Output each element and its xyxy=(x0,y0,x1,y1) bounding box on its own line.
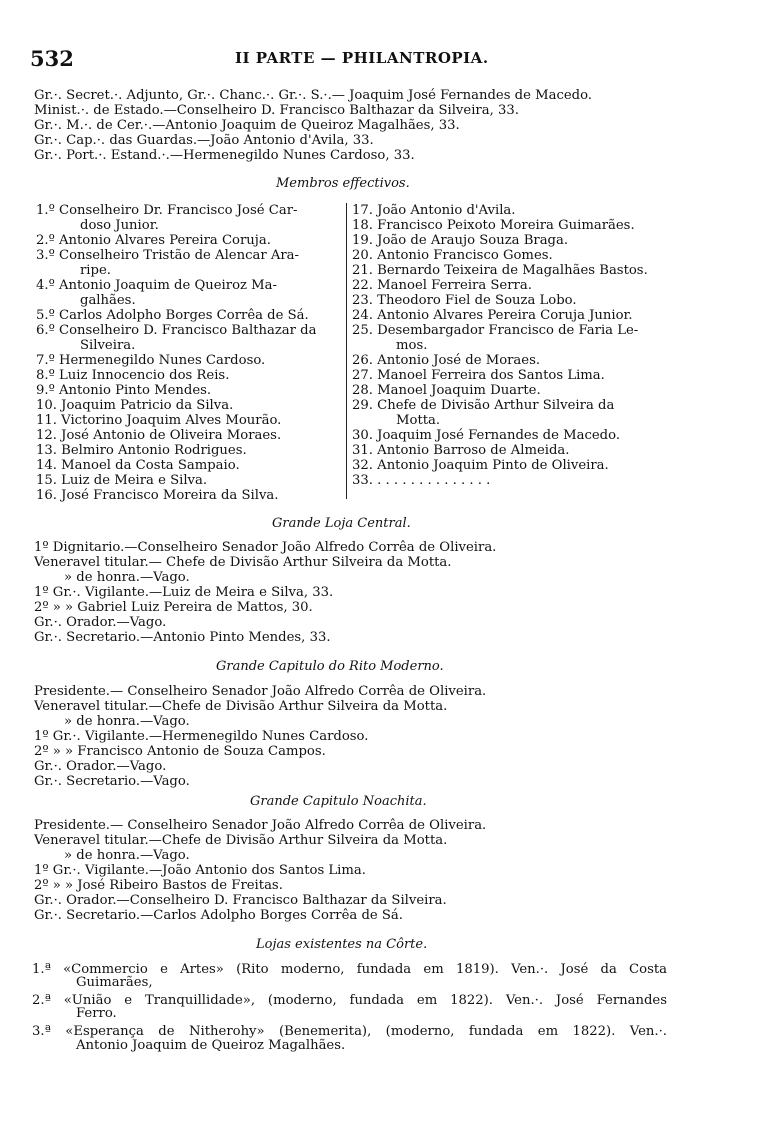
member-line: 1.º Conselheiro Dr. Francisco José Car- xyxy=(36,203,298,218)
member-line: 8.º Luiz Innocencio dos Reis. xyxy=(36,368,230,383)
member-line: 6.º Conselheiro D. Francisco Balthazar da xyxy=(36,323,317,338)
member-line: 26. Antonio José de Moraes. xyxy=(352,353,541,368)
noachita-line: 2º » » José Ribeiro Bastos de Freitas. xyxy=(34,878,283,893)
member-line: 5.º Carlos Adolpho Borges Corrêa de Sá. xyxy=(36,308,309,323)
page-number: 532 xyxy=(30,46,74,71)
member-line: 29. Chefe de Divisão Arthur Silveira da xyxy=(352,398,615,413)
member-line: 12. José Antonio de Oliveira Moraes. xyxy=(36,428,282,443)
loja-line: 1º Dignitario.—Conselheiro Senador João Alfredo Corrêa de Oliveira. xyxy=(34,540,497,555)
member-line: mos. xyxy=(396,338,428,353)
officer-line: Minist.·. de Estado.—Conselheiro D. Francisco Balthazar da Silveira, 33. xyxy=(34,103,519,118)
member-line: 13. Belmiro Antonio Rodrigues. xyxy=(36,443,247,458)
member-line: 22. Manoel Ferreira Serra. xyxy=(352,278,532,293)
capitulo-line: 1º Gr.·. Vigilante.—Hermenegildo Nunes Cardoso. xyxy=(34,729,369,744)
capitulo-line: » de honra.—Vago. xyxy=(64,714,190,729)
column-divider xyxy=(346,203,347,499)
member-line: 18. Francisco Peixoto Moreira Guimarães. xyxy=(352,218,635,233)
loja-entry-line: 3.ª «Esperança de Nitherohy» (Benemerita), (moderno, fundada em 1822). Ven.·. xyxy=(32,1024,667,1039)
section-heading-capitulo-moderno: Grande Capitulo do Rito Moderno. xyxy=(216,659,444,674)
member-line: 17. João Antonio d'Avila. xyxy=(352,203,516,218)
member-line: 9.º Antonio Pinto Mendes. xyxy=(36,383,212,398)
loja-line: Gr.·. Orador.—Vago. xyxy=(34,615,167,630)
member-line: 11. Victorino Joaquim Alves Mourão. xyxy=(36,413,282,428)
capitulo-line: 2º » » Francisco Antonio de Souza Campos. xyxy=(34,744,326,759)
member-line: 31. Antonio Barroso de Almeida. xyxy=(352,443,570,458)
member-line: 7.º Hermenegildo Nunes Cardoso. xyxy=(36,353,266,368)
officer-line: Gr.·. Port.·. Estand.·.—Hermenegildo Nunes Cardoso, 33. xyxy=(34,148,415,163)
noachita-line: Veneravel titular.—Chefe de Divisão Arthur Silveira da Motta. xyxy=(34,833,448,848)
member-line: Motta. xyxy=(396,413,441,428)
loja-line: 1º Gr.·. Vigilante.—Luiz de Meira e Silva, 33. xyxy=(34,585,334,600)
member-line: 24. Antonio Alvares Pereira Coruja Junior. xyxy=(352,308,633,323)
noachita-line: Gr.·. Orador.—Conselheiro D. Francisco Balthazar da Silveira. xyxy=(34,893,447,908)
member-line: doso Junior. xyxy=(80,218,159,233)
member-line: 32. Antonio Joaquim Pinto de Oliveira. xyxy=(352,458,609,473)
capitulo-line: Presidente.— Conselheiro Senador João Alfredo Corrêa de Oliveira. xyxy=(34,684,487,699)
member-line: 2.º Antonio Alvares Pereira Coruja. xyxy=(36,233,271,248)
section-heading-grande-loja: Grande Loja Central. xyxy=(272,516,411,531)
loja-entry-line: Ferro. xyxy=(76,1006,117,1021)
loja-entry-line: 2.ª «União e Tranquillidade», (moderno, fundada em 1822). Ven.·. José Fernandes xyxy=(32,993,667,1008)
capitulo-line: Veneravel titular.—Chefe de Divisão Arthur Silveira da Motta. xyxy=(34,699,448,714)
loja-entry-line: Guimarães, xyxy=(76,975,153,990)
member-line: ripe. xyxy=(80,263,111,278)
loja-line: Gr.·. Secretario.—Antonio Pinto Mendes, 33. xyxy=(34,630,331,645)
member-line: 4.º Antonio Joaquim de Queiroz Ma- xyxy=(36,278,277,293)
member-line: 21. Bernardo Teixeira de Magalhães Bastos. xyxy=(352,263,648,278)
noachita-line: » de honra.—Vago. xyxy=(64,848,190,863)
member-line: 23. Theodoro Fiel de Souza Lobo. xyxy=(352,293,577,308)
member-line: 16. José Francisco Moreira da Silva. xyxy=(36,488,279,503)
member-line: 33. . . . . . . . . . . . . . . xyxy=(352,473,491,488)
noachita-line: 1º Gr.·. Vigilante.—João Antonio dos Santos Lima. xyxy=(34,863,366,878)
member-line: 20. Antonio Francisco Gomes. xyxy=(352,248,553,263)
member-line: 28. Manoel Joaquim Duarte. xyxy=(352,383,541,398)
member-line: 3.º Conselheiro Tristão de Alencar Ara- xyxy=(36,248,299,263)
member-line: 10. Joaquim Patricio da Silva. xyxy=(36,398,234,413)
officer-line: Gr.·. Secret.·. Adjunto, Gr.·. Chanc.·. Gr.·. S.·.— Joaquim José Fernandes de Macedo. xyxy=(34,88,592,103)
noachita-line: Gr.·. Secretario.—Carlos Adolpho Borges Corrêa de Sá. xyxy=(34,908,403,923)
running-title: II PARTE — PHILANTROPIA. xyxy=(235,49,489,67)
loja-entry-line: 1.ª «Commercio e Artes» (Rito moderno, fundada em 1819). Ven.·. José da Costa xyxy=(32,962,667,977)
section-heading-capitulo-noachita: Grande Capitulo Noachita. xyxy=(250,794,427,809)
member-line: 19. João de Araujo Souza Braga. xyxy=(352,233,569,248)
member-line: 30. Joaquim José Fernandes de Macedo. xyxy=(352,428,621,443)
member-line: Silveira. xyxy=(80,338,136,353)
member-line: 25. Desembargador Francisco de Faria Le- xyxy=(352,323,639,338)
section-heading-membros: Membros effectivos. xyxy=(276,176,410,191)
member-line: galhães. xyxy=(80,293,136,308)
member-line: 27. Manoel Ferreira dos Santos Lima. xyxy=(352,368,605,383)
officer-line: Gr.·. Cap.·. das Guardas.—João Antonio d'Avila, 33. xyxy=(34,133,374,148)
loja-entry-line: Antonio Joaquim de Queiroz Magalhães. xyxy=(76,1038,346,1053)
officer-line: Gr.·. M.·. de Cer.·.—Antonio Joaquim de Queiroz Magalhães, 33. xyxy=(34,118,460,133)
loja-line: » de honra.—Vago. xyxy=(64,570,190,585)
member-line: 15. Luiz de Meira e Silva. xyxy=(36,473,208,488)
running-header xyxy=(30,46,680,74)
capitulo-line: Gr.·. Orador.—Vago. xyxy=(34,759,167,774)
capitulo-line: Gr.·. Secretario.—Vago. xyxy=(34,774,190,789)
noachita-line: Presidente.— Conselheiro Senador João Alfredo Corrêa de Oliveira. xyxy=(34,818,487,833)
loja-line: 2º » » Gabriel Luiz Pereira de Mattos, 30. xyxy=(34,600,313,615)
loja-line: Veneravel titular.— Chefe de Divisão Arthur Silveira da Motta. xyxy=(34,555,452,570)
member-line: 14. Manoel da Costa Sampaio. xyxy=(36,458,240,473)
section-heading-lojas: Lojas existentes na Côrte. xyxy=(256,937,428,952)
